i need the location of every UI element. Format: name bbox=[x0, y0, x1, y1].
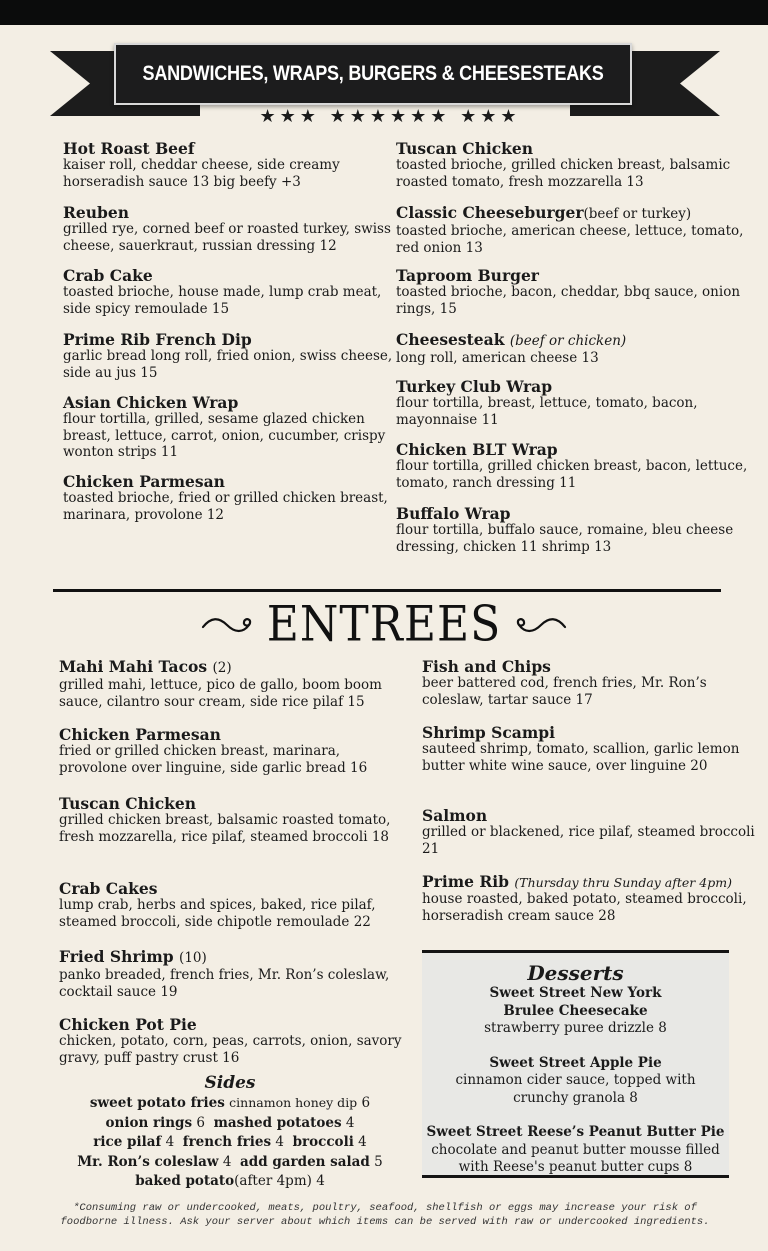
item-description: beer battered cod, french fries, Mr. Ron’s coleslaw, tartar sauce 17 bbox=[422, 675, 707, 708]
menu-item bbox=[396, 505, 756, 555]
desserts-section bbox=[422, 950, 729, 1178]
dessert-name: Sweet Street Reese’s Peanut Butter Pie bbox=[426, 1124, 725, 1140]
item-name: Crab Cakes bbox=[59, 879, 158, 898]
menu-item bbox=[396, 441, 756, 491]
side-price: 6 bbox=[196, 1114, 205, 1131]
side-name: rice pilaf bbox=[93, 1134, 162, 1150]
side-price: 4 bbox=[222, 1153, 232, 1170]
menu-item bbox=[63, 394, 393, 461]
item-name: Crab Cake bbox=[63, 266, 153, 285]
section-divider bbox=[53, 589, 721, 592]
item-name: Chicken BLT Wrap bbox=[396, 440, 558, 459]
sides-line bbox=[70, 1093, 390, 1114]
item-description: sauteed shrimp, tomato, scallion, garlic lemon butter white wine sauce, over linguine 20 bbox=[422, 741, 740, 774]
menu-item bbox=[63, 267, 393, 317]
item-name: Hot Roast Beef bbox=[63, 139, 195, 158]
menu-item bbox=[59, 726, 409, 776]
menu-item bbox=[422, 807, 762, 857]
menu-item bbox=[422, 724, 762, 774]
item-name: Chicken Parmesan bbox=[63, 472, 225, 491]
dessert-description: with Reese's peanut butter cups 8 bbox=[458, 1159, 693, 1175]
dessert-name: Brulee Cheesecake bbox=[503, 1002, 648, 1019]
dessert-name: Sweet Street Apple Pie bbox=[489, 1054, 662, 1071]
flourish-right-icon bbox=[509, 611, 567, 637]
menu-item bbox=[422, 658, 762, 708]
side-name: onion rings bbox=[105, 1114, 193, 1131]
menu-item bbox=[59, 948, 409, 1000]
item-description: toasted brioche, fried or grilled chicken breast, marinara, provolone 12 bbox=[63, 490, 388, 523]
side-name: baked potato bbox=[135, 1173, 235, 1189]
item-description: house roasted, baked potato, steamed broccoli, horseradish cream sauce 28 bbox=[422, 891, 747, 924]
menu-item bbox=[59, 1016, 409, 1066]
side-name: add garden salad bbox=[240, 1153, 370, 1170]
item-name: Asian Chicken Wrap bbox=[63, 393, 239, 412]
sides-title: Sides bbox=[204, 1073, 256, 1093]
flourish-left-icon bbox=[201, 611, 259, 637]
item-name: Chicken Pot Pie bbox=[59, 1015, 197, 1034]
item-name: Cheesesteak (beef or chicken) bbox=[396, 330, 627, 349]
top-bar bbox=[0, 0, 768, 25]
item-note: (10) bbox=[179, 950, 207, 966]
item-name: Taproom Burger bbox=[396, 266, 539, 285]
item-description: grilled mahi, lettuce, pico de gallo, boom boom sauce, cilantro sour cream, side rice pilaf 15 bbox=[59, 677, 382, 710]
item-name: Salmon bbox=[422, 806, 488, 825]
item-name: Prime Rib French Dip bbox=[63, 330, 252, 349]
side-name: broccoli bbox=[292, 1134, 354, 1150]
side-name: french fries bbox=[182, 1134, 272, 1150]
item-name: Buffalo Wrap bbox=[396, 504, 511, 523]
menu-item bbox=[396, 267, 756, 317]
dessert-description: crunchy granola 8 bbox=[513, 1089, 638, 1106]
side-price: 5 bbox=[374, 1153, 383, 1170]
item-description: fried or grilled chicken breast, marinara, provolone over linguine, side garlic bread 16 bbox=[59, 743, 368, 776]
menu-item bbox=[59, 880, 409, 930]
side-note: cinnamon honey dip bbox=[229, 1095, 358, 1110]
sides-line bbox=[70, 1153, 390, 1173]
menu-item bbox=[396, 331, 756, 367]
item-name: Prime Rib (Thursday thru Sunday after 4pm) bbox=[422, 872, 732, 891]
item-description: toasted brioche, grilled chicken breast, balsamic roasted tomato, fresh mozzarella 13 bbox=[396, 157, 731, 190]
menu-item bbox=[63, 331, 393, 381]
side-price: 4 bbox=[316, 1173, 325, 1189]
item-description: long roll, american cheese 13 bbox=[396, 350, 599, 366]
section-title-entrees: ENTREES bbox=[266, 595, 502, 653]
item-note: (beef or chicken) bbox=[509, 333, 627, 349]
item-name: Classic Cheeseburger(beef or turkey) bbox=[396, 203, 692, 222]
sides-line bbox=[70, 1172, 390, 1192]
item-name: Shrimp Scampi bbox=[422, 723, 555, 742]
disclaimer-line: foodborne illness. Ask your server about which items can be served with raw or undercooked ingredients. bbox=[60, 1216, 710, 1228]
menu-item bbox=[63, 140, 393, 190]
item-name: Tuscan Chicken bbox=[396, 139, 534, 158]
sides-line bbox=[70, 1114, 390, 1134]
item-description: panko breaded, french fries, Mr. Ron’s coleslaw, cocktail sauce 19 bbox=[59, 967, 390, 1000]
dessert-description: strawberry puree drizzle 8 bbox=[484, 1020, 667, 1036]
item-description: kaiser roll, cheddar cheese, side creamy horseradish sauce 13 big beefy +3 bbox=[63, 157, 340, 190]
menu-item bbox=[396, 140, 756, 190]
item-name: Fried Shrimp (10) bbox=[59, 947, 207, 966]
dessert-item bbox=[422, 1055, 729, 1108]
side-name: Mr. Ron’s coleslaw bbox=[77, 1153, 219, 1170]
side-price: 6 bbox=[361, 1095, 371, 1111]
item-description: grilled rye, corned beef or roasted turkey, swiss cheese, sauerkraut, russian dressing 12 bbox=[63, 221, 391, 254]
dessert-item bbox=[422, 985, 729, 1038]
desserts-title: Desserts bbox=[527, 961, 624, 985]
item-description: chicken, potato, corn, peas, carrots, onion, savory gravy, puff pastry crust 16 bbox=[59, 1033, 402, 1066]
item-name: Mahi Mahi Tacos (2) bbox=[59, 657, 232, 676]
side-price: 4 bbox=[275, 1134, 284, 1150]
entrees-heading bbox=[150, 596, 618, 652]
sides-line bbox=[70, 1133, 390, 1153]
menu-item bbox=[63, 473, 393, 523]
item-note: (2) bbox=[212, 660, 232, 676]
item-name: Tuscan Chicken bbox=[59, 794, 197, 813]
side-price: 4 bbox=[358, 1134, 367, 1150]
item-description: toasted brioche, american cheese, lettuce, tomato, red onion 13 bbox=[396, 223, 744, 256]
food-safety-disclaimer bbox=[30, 1201, 740, 1229]
item-note: (Thursday thru Sunday after 4pm) bbox=[514, 875, 732, 890]
side-name: sweet potato fries bbox=[89, 1095, 225, 1111]
section-title-sandwiches: SANDWICHES, WRAPS, BURGERS & CHEESESTEAKS bbox=[142, 62, 604, 85]
side-price: 4 bbox=[165, 1134, 175, 1150]
disclaimer-line: *Consuming raw or undercooked, meats, poultry, seafood, shellfish or eggs may increase your risk of bbox=[73, 1202, 697, 1214]
item-description: grilled or blackened, rice pilaf, steamed broccoli 21 bbox=[422, 824, 755, 857]
item-description: flour tortilla, breast, lettuce, tomato, bacon, mayonnaise 11 bbox=[396, 395, 698, 428]
item-description: toasted brioche, bacon, cheddar, bbq sauce, onion rings, 15 bbox=[396, 284, 741, 317]
dessert-item bbox=[422, 1124, 729, 1177]
item-name: Reuben bbox=[63, 203, 129, 222]
menu-item bbox=[422, 873, 762, 924]
item-name: Turkey Club Wrap bbox=[396, 377, 553, 396]
section-banner bbox=[114, 43, 632, 105]
dessert-description: chocolate and peanut butter mousse filled bbox=[431, 1141, 720, 1158]
item-name: Fish and Chips bbox=[422, 657, 551, 676]
side-name: mashed potatoes bbox=[213, 1114, 342, 1131]
item-description: flour tortilla, grilled, sesame glazed chicken breast, lettuce, carrot, onion, cucumber, crispy wonton strips 11 bbox=[63, 411, 386, 460]
stars-decoration: ★★★ ★★★★★★ ★★★ bbox=[259, 106, 521, 127]
item-name: Chicken Parmesan bbox=[59, 725, 221, 744]
item-description: garlic bread long roll, fried onion, swiss cheese, side au jus 15 bbox=[63, 348, 393, 381]
item-description: flour tortilla, grilled chicken breast, bacon, lettuce, tomato, ranch dressing 11 bbox=[396, 458, 748, 491]
item-description: toasted brioche, house made, lump crab meat, side spicy remoulade 15 bbox=[63, 284, 382, 317]
side-note: (after 4pm) bbox=[234, 1173, 312, 1189]
menu-item bbox=[59, 795, 409, 845]
item-description: grilled chicken breast, balsamic roasted tomato, fresh mozzarella, rice pilaf, steamed broccoli 18 bbox=[59, 812, 391, 845]
dessert-description: cinnamon cider sauce, topped with bbox=[455, 1072, 696, 1088]
item-description: lump crab, herbs and spices, baked, rice pilaf, steamed broccoli, side chipotle remoulade 22 bbox=[59, 897, 376, 930]
menu-item bbox=[59, 658, 409, 710]
side-price: 4 bbox=[345, 1114, 355, 1131]
menu-item bbox=[396, 378, 756, 428]
dessert-name: Sweet Street New York bbox=[489, 985, 662, 1001]
menu-item bbox=[396, 204, 756, 256]
menu-item bbox=[63, 204, 393, 254]
item-description: flour tortilla, buffalo sauce, romaine, bleu cheese dressing, chicken 11 shrimp 13 bbox=[396, 522, 734, 555]
item-note: (beef or turkey) bbox=[583, 206, 692, 222]
sides-section bbox=[70, 1073, 390, 1192]
